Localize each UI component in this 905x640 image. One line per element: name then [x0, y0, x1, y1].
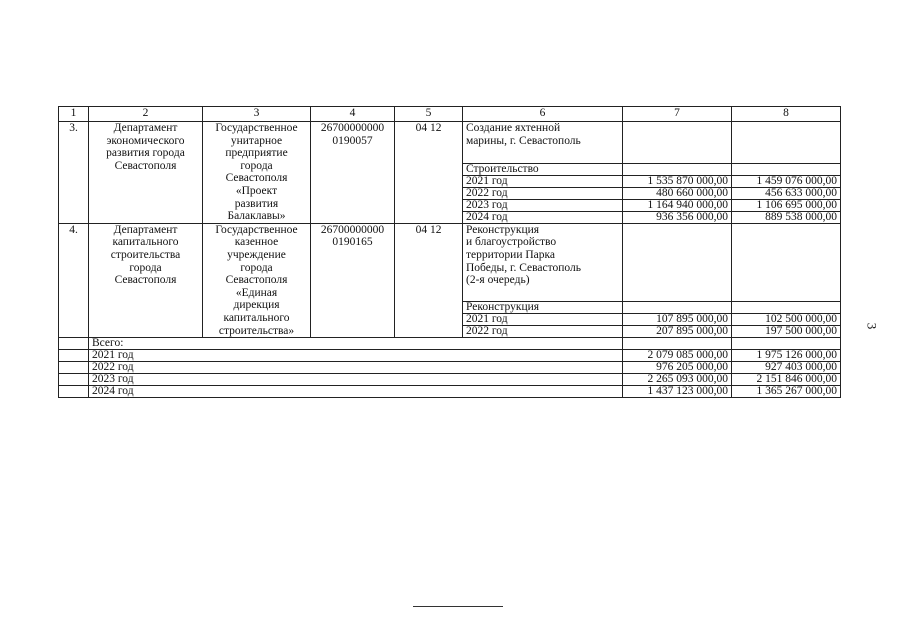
- value-cell: [732, 302, 841, 314]
- cell-line: дирекция: [233, 299, 280, 312]
- entry-number: 4.: [59, 223, 89, 337]
- total-col8: 1 365 267 000,00: [732, 386, 841, 398]
- value-cell: [732, 338, 841, 350]
- cell-line: города: [240, 159, 273, 172]
- cell-line: Балаклавы»: [227, 210, 286, 223]
- cell-line: 0190057: [332, 134, 373, 147]
- work-type-cell: Реконструкция: [463, 302, 623, 314]
- amount-col7: 107 895 000,00: [623, 314, 732, 326]
- empty-cell: [59, 386, 89, 398]
- year-cell: 2021 год: [463, 175, 623, 187]
- cell-line: (2-я очередь): [466, 274, 530, 287]
- column-header: 5: [395, 107, 463, 122]
- amount-col8: 102 500 000,00: [732, 314, 841, 326]
- cell-line: учреждение: [227, 248, 286, 261]
- column-header: 8: [732, 107, 841, 122]
- value-cell: [732, 223, 841, 301]
- table-row: [59, 362, 841, 374]
- total-col7: 2 079 085 000,00: [623, 350, 732, 362]
- cell-line: Севастополя: [114, 159, 177, 172]
- empty-cell: [59, 374, 89, 386]
- value-cell: [623, 223, 732, 301]
- cell-line: Государственное: [215, 122, 298, 134]
- amount-col8: 456 633 000,00: [732, 187, 841, 199]
- work-type-cell: Строительство: [463, 163, 623, 175]
- empty-cell: [59, 362, 89, 374]
- totals-year: 2021 год: [89, 350, 623, 362]
- totals-label: Всего:: [89, 338, 623, 350]
- amount-col7: 480 660 000,00: [623, 187, 732, 199]
- amount-col8: 197 500 000,00: [732, 326, 841, 338]
- year-cell: 2021 год: [463, 314, 623, 326]
- year-cell: 2024 год: [463, 211, 623, 223]
- totals-year: 2023 год: [89, 374, 623, 386]
- total-col7: 976 205 000,00: [623, 362, 732, 374]
- object-cell: [463, 122, 623, 164]
- value-cell: [623, 122, 732, 164]
- footer-line: [413, 606, 503, 607]
- page-number: 3: [864, 322, 880, 330]
- cell-line: территории Парка: [466, 248, 556, 261]
- cell-line: «Проект: [235, 184, 278, 197]
- year-cell: 2022 год: [463, 187, 623, 199]
- column-header: 3: [203, 107, 311, 122]
- cell-line: 26700000000: [320, 122, 385, 134]
- amount-col8: 1 106 695 000,00: [732, 199, 841, 211]
- table-row: [59, 386, 841, 398]
- totals-year: 2024 год: [89, 386, 623, 398]
- cell-line: развития: [234, 197, 279, 210]
- year-cell: 2022 год: [463, 326, 623, 338]
- cell-line: города: [240, 261, 273, 274]
- value-cell: [732, 122, 841, 164]
- cell-line: Победы, г. Севастополь: [466, 261, 581, 274]
- table-row: [59, 107, 841, 122]
- cell-line: капитального: [223, 311, 290, 324]
- table-row: [59, 374, 841, 386]
- cell-line: Департамент: [113, 122, 178, 134]
- total-col7: 1 437 123 000,00: [623, 386, 732, 398]
- budget-table: [58, 106, 841, 398]
- cell-line: развития города: [106, 147, 185, 160]
- total-col8: 2 151 846 000,00: [732, 374, 841, 386]
- cell-line: города: [129, 261, 162, 274]
- cell-line: Реконструкция: [466, 223, 540, 236]
- value-cell: [732, 163, 841, 175]
- column-header: 7: [623, 107, 732, 122]
- amount-col7: 1 164 940 000,00: [623, 199, 732, 211]
- cell-line: Севастополя: [225, 274, 288, 287]
- entry-number: 3.: [59, 122, 89, 224]
- empty-cell: [59, 338, 89, 350]
- total-col7: 2 265 093 000,00: [623, 374, 732, 386]
- total-col8: 1 975 126 000,00: [732, 350, 841, 362]
- cell-line: Государственное: [215, 223, 298, 236]
- amount-col7: 936 356 000,00: [623, 211, 732, 223]
- cell-line: унитарное: [230, 134, 283, 147]
- organization-cell: [203, 122, 311, 224]
- cell-line: строительства»: [218, 324, 295, 337]
- column-header: 4: [311, 107, 395, 122]
- column-header: 1: [59, 107, 89, 122]
- object-cell: [463, 223, 623, 301]
- cell-line: экономического: [106, 134, 185, 147]
- table-row: [59, 223, 841, 301]
- code-cell: [311, 122, 395, 224]
- amount-col8: 889 538 000,00: [732, 211, 841, 223]
- year-cell: 2023 год: [463, 199, 623, 211]
- value-cell: [623, 302, 732, 314]
- amount-col7: 207 895 000,00: [623, 326, 732, 338]
- section-cell: 04 12: [395, 122, 463, 224]
- cell-line: «Единая: [235, 286, 278, 299]
- totals-year: 2022 год: [89, 362, 623, 374]
- column-header: 6: [463, 107, 623, 122]
- cell-line: Департамент: [113, 223, 178, 236]
- cell-line: 26700000000: [320, 223, 385, 236]
- column-header: 2: [89, 107, 203, 122]
- section-cell: 04 12: [395, 223, 463, 337]
- amount-col8: 1 459 076 000,00: [732, 175, 841, 187]
- value-cell: [623, 163, 732, 175]
- cell-line: 0190165: [332, 236, 373, 249]
- cell-line: Севастополя: [114, 274, 177, 287]
- cell-line: марины, г. Севастополь: [466, 134, 581, 147]
- amount-col7: 1 535 870 000,00: [623, 175, 732, 187]
- table-row: [59, 122, 841, 164]
- department-cell: [89, 223, 203, 337]
- value-cell: [623, 338, 732, 350]
- cell-line: и благоустройство: [466, 236, 557, 249]
- cell-line: казенное: [234, 236, 279, 249]
- cell-line: строительства: [110, 248, 181, 261]
- total-col8: 927 403 000,00: [732, 362, 841, 374]
- organization-cell: [203, 223, 311, 337]
- cell-line: Севастополя: [225, 172, 288, 185]
- code-cell: [311, 223, 395, 337]
- table-row: [59, 350, 841, 362]
- department-cell: [89, 122, 203, 224]
- cell-line: капитального: [112, 236, 179, 249]
- table-row: [59, 338, 841, 350]
- empty-cell: [59, 350, 89, 362]
- cell-line: предприятие: [225, 147, 288, 160]
- cell-line: Создание яхтенной: [466, 122, 561, 134]
